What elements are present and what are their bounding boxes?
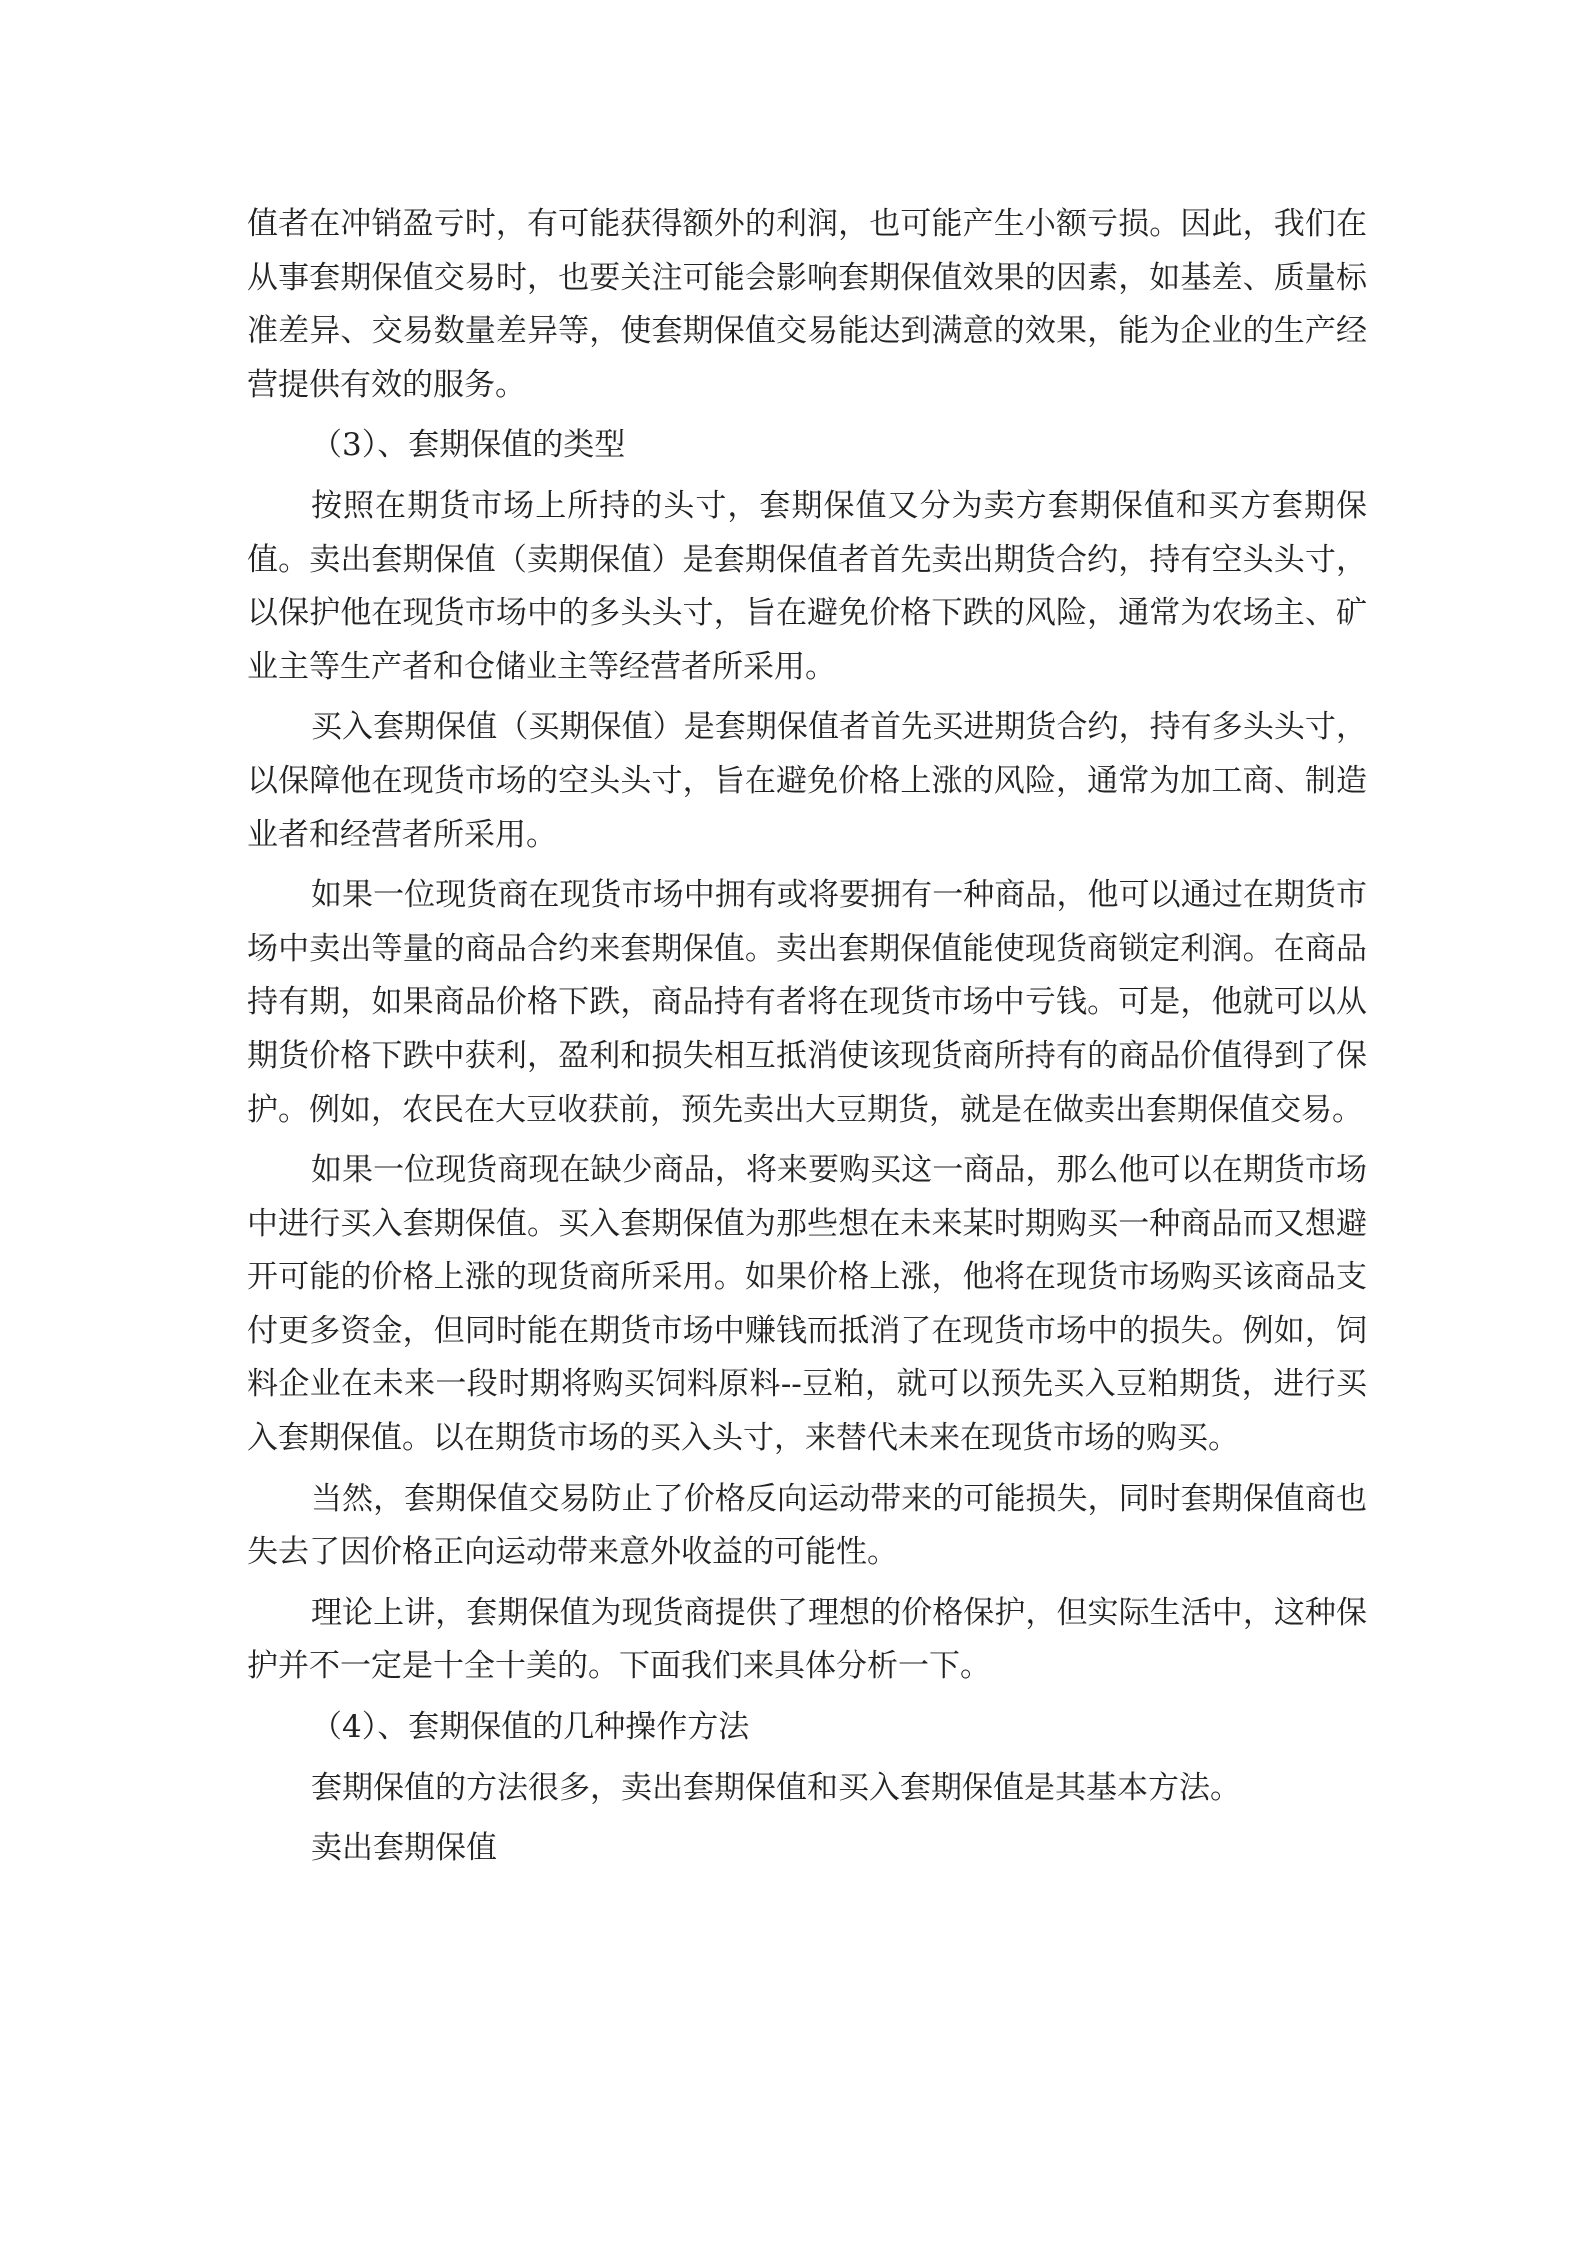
section-heading-3: （3）、套期保值的类型 xyxy=(311,427,626,464)
paragraph: 按照在期货市场上所持的头寸，套期保值又分为卖方套期保值和买方套期保值。卖出套期保值（卖期保值）是套期保值者首先卖出期货合约，持有空头头寸，以保护他在现货市场中的多头头寸，旨在避免价格下跌的风险，通常为农场主、矿业主等生产者和仓储业主等经营者所采用。 xyxy=(247,487,1367,685)
paragraph: 套期保值的方法很多，卖出套期保值和买入套期保值是其基本方法。 xyxy=(311,1769,1241,1806)
section-heading-4: （4）、套期保值的几种操作方法 xyxy=(311,1709,750,1746)
subheading: 卖出套期保值 xyxy=(311,1830,497,1867)
paragraph: 如果一位现货商在现货市场中拥有或将要拥有一种商品，他可以通过在期货市场中卖出等量的商品合约来套期保值。卖出套期保值能使现货商锁定利润。在商品持有期，如果商品价格下跌，商品持有者将在现货市场中亏钱。可是，他就可以从期货价格下跌中获利，盈利和损失相互抵消使该现货商所持有的商品价值得到了保护。例如，农民在大豆收获前，预先卖出大豆期货，就是在做卖出套期保值交易。 xyxy=(247,877,1367,1128)
paragraph: 如果一位现货商现在缺少商品，将来要购买这一商品，那么他可以在期货市场中进行买入套期保值。买入套期保值为那些想在未来某时期购买一种商品而又想避开可能的价格上涨的现货商所采用。如果价格上涨，他将在现货市场购买该商品支付更多资金，但同时能在期货市场中赚钱而抵消了在现货市场中的损失。例如，饲料企业在未来一段时期将购买饲料原料--豆粕，就可以预先买入豆粕期货，进行买入套期保值。以在期货市场的买入头寸，来替代未来在现货市场的购买。 xyxy=(247,1152,1367,1457)
paragraph: 买入套期保值（买期保值）是套期保值者首先买进期货合约，持有多头头寸，以保障他在现货市场的空头头寸，旨在避免价格上涨的风险，通常为加工商、制造业者和经营者所采用。 xyxy=(247,709,1367,853)
paragraph: 当然，套期保值交易防止了价格反向运动带来的可能损失，同时套期保值商也失去了因价格正向运动带来意外收益的可能性。 xyxy=(247,1480,1367,1571)
body-text xyxy=(247,198,1367,1883)
paragraph: 理论上讲，套期保值为现货商提供了理想的价格保护，但实际生活中，这种保护并不一定是十全十美的。下面我们来具体分析一下。 xyxy=(247,1594,1367,1685)
paragraph-continuation: 值者在冲销盈亏时，有可能获得额外的利润，也可能产生小额亏损。因此，我们在从事套期保值交易时，也要关注可能会影响套期保值效果的因素，如基差、质量标准差异、交易数量差异等，使套期保值交易能达到满意的效果，能为企业的生产经营提供有效的服务。 xyxy=(247,206,1367,403)
